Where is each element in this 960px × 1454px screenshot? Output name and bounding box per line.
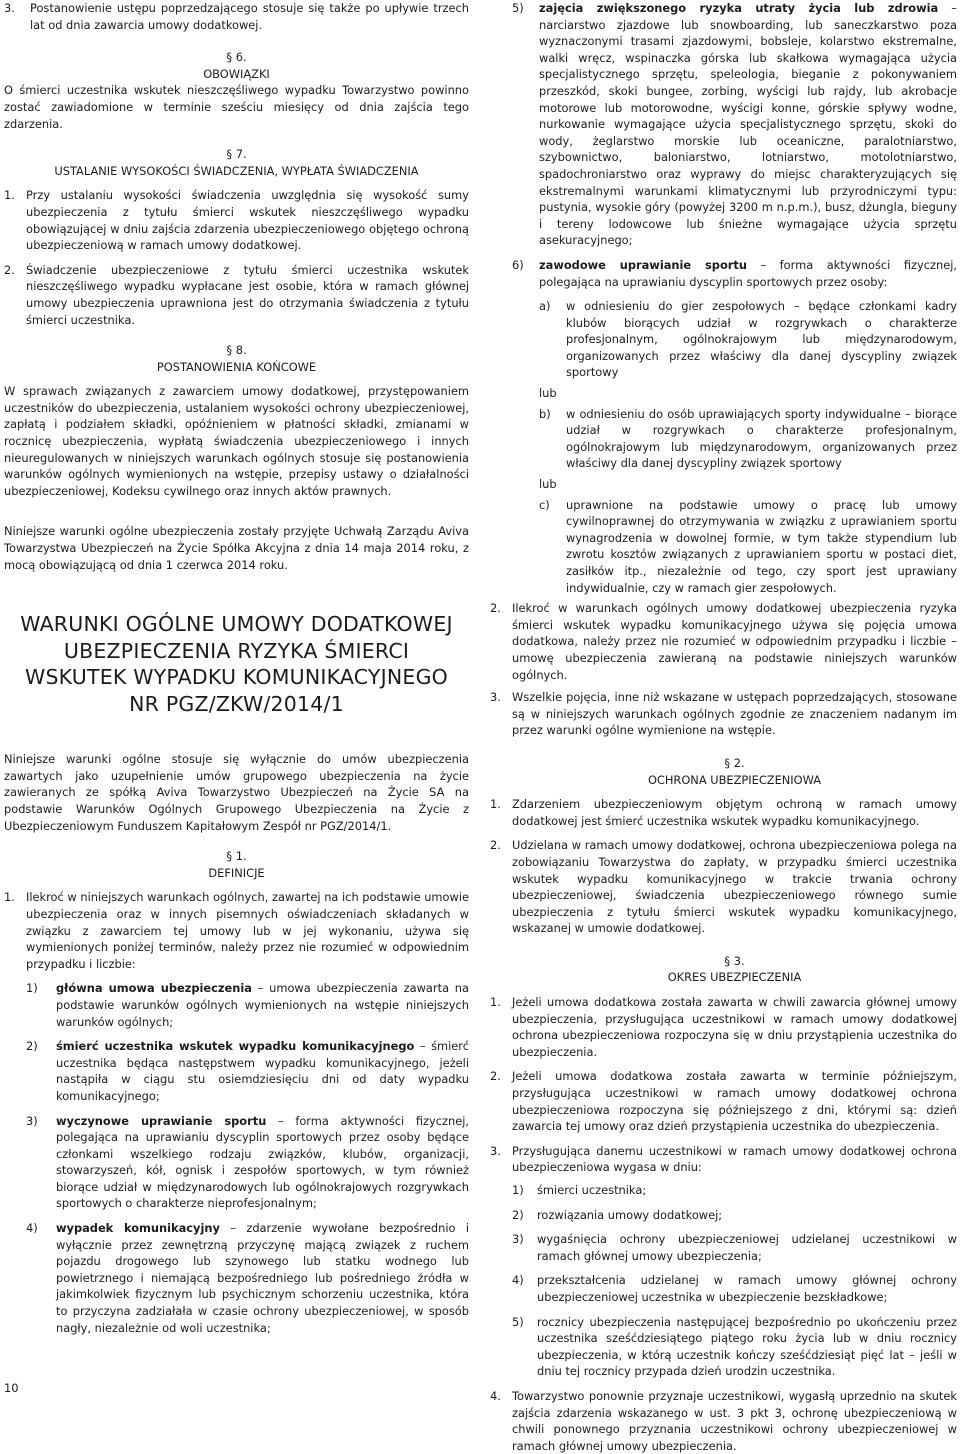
section-3-subitems: [512, 1182, 957, 1380]
page-number: 10: [4, 1381, 19, 1395]
adoption-note: Niniejsze warunki ogólne ubezpieczenia zostały przyjęte Uchwałą Zarządu Aviva Towarzystwa Ubezpieczeń na Życie Spółka Akcyjna z dnia 14 maja 2014 roku, z mocą obowiązującą od dnia 1 czerwca 2014 roku.: [4, 524, 469, 572]
definition-5: 5) zajęcia zwiększonego ryzyka utraty życia lub zdrowia – narciarstwo zjazdowe lub snowboarding, lub saneczkarstwo poza wyznaczonymi trasami zjazdowymi, bobsleje, kolarstwo ekstremalne, walki wręcz, wspinaczka górska lub skałkowa wymagająca użycia specjalistycznego sprzętu, speleologia, bieganie z pokonywaniem przeszkód, skoki bungee, zorbing, wyścigi lub rajdy, lub akrobacje motorowe lub motorowodne, wyścigi konne, górskie spływy wodne, nurkowanie wymagające użycia specjalistycznego sprzętu, skoki do wody, żeglarstwo morskie lub oceaniczne, paralotniarstwo, szybownictwo, baloniarstwo, lotniarstwo, motolotniarstwo, spadochroniarstwo oraz wyprawy do miejsc charakteryzujących się ekstremalnymi warunkami klimatycznymi lub przyrodniczymi typu: pustynia, wysokie góry (powyżej 3200 m n.p.m.), busz, dżungla, bieguny i tereny lodowcowe lub śnieżne wymagające użycia sprzętu asekuracyjnego;: [512, 1, 957, 248]
section-3-subitem-1: 1) śmierci uczestnika;: [512, 1183, 647, 1197]
section-1-item-1: 1. Ilekroć w niniejszych warunkach ogólnych, zawartej na ich podstawie umowie ubezpieczenia oraz w innych pisemnych oświadczeniach składanych w związku z zawarciem tej umowy lub w jej wykonaniu, używa się wymienionych poniżej terminów, należy przez nie rozumieć w odpowiednim przypadku i liczbie:: [4, 890, 469, 971]
section-2-item-2: 2. Udzielana w ramach umowy dodatkowej, ochrona ubezpieczeniowa polega na zobowiązaniu Towarzystwa do zapłaty, w przypadku śmierci uczestnika wskutek wypadku komunikacyjnego w trakcie trwania ochrony ubezpieczeniowej, świadczenia ubezpieczeniowego równego sumie ubezpieczenia z tytułu śmierci wskutek wypadku komunikacyjnego, wskazanej w umowie dodatkowej.: [490, 838, 957, 936]
definition-6-items: [512, 298, 957, 596]
section-8-text: W sprawach związanych z zawarciem umowy dodatkowej, przystępowaniem uczestników do ubezpieczenia, ustalaniem wysokości ochrony ubezpieczeniowej, zapłatą i podziałem składki, opóźnieniem w płatności składki, zmianami w rocznicę ubezpieczenia, wypłatą świadczenia ubezpieczeniowego i innych nieuregulowanych w niniejszych warunkach ogólnych stosuje się postanowienia warunków ogólnych wymienionych na wstępie, przepisy ustawy o działalności ubezpieczeniowej, Kodeksu cywilnego oraz innych aktów prawnych.: [4, 384, 469, 498]
section-3-item-4: 4. Towarzystwo ponownie przyznaje uczestnikowi, wygasłą uprzednio na skutek zajścia zdarzenia wskazanego w ust. 3 pkt 3, ochronę ubezpieczeniową w chwili ponownego przyznania uczestnikowi ochrony ubezpieczeniowej w ramach głównej umowy ubezpieczenia.: [490, 1388, 957, 1453]
paragraph-3: 3. Postanowienie ustępu poprzedzającego stosuje się także po upływie trzech lat od dnia zawarcia umowy dodatkowej.: [4, 1, 469, 32]
definition-6-item-c: c) uprawnione na podstawie umowy o pracę lub umowy cywilnoprawnej do otrzymywania w związku z uprawianiem sportu wynagrodzenia w dowolnej formie, w tym także stypendium lub zwrotu kosztów związanych z uprawianiem sportu w postaci diet, zasiłków itp., niezależnie od tego, czy sport jest uprawiany indywidualnie, czy w ramach gier zespołowych.: [539, 497, 957, 595]
section-3-item-2: 2. Jeżeli umowa dodatkowa została zawarta w terminie późniejszym, przysługująca uczestnikowi w ramach umowy dodatkowej ochrona ubezpieczeniowa rozpoczyna się późniejszego z dni, którymi są: dzień zawarcia tej umowy oraz dzień przystąpienia uczestnika do ubezpieczenia.: [490, 1069, 957, 1134]
section-6-heading: § 6. OBOWIĄZKI: [203, 50, 270, 81]
section-3-subitem-5: 5) rocznicy ubezpieczenia następującej bezpośrednio po ukończeniu przez uczestnika sześćdziesiątego piątego roku życia lub w dniu rocznicy ubezpieczenia, w którą uczestnik kończy sześćdziesiąt pięć lat – jeśli w dniu tej rocznicy przypada dzień urodzin uczestnika.: [512, 1314, 957, 1379]
definition-1: 1) główna umowa ubezpieczenia – umowa ubezpieczenia zawarta na podstawie warunków ogólnych wymienionych na wstępie niniejszych warunków ogólnych;: [26, 981, 469, 1029]
section-7-item-2: 2. Świadczenie ubezpieczeniowe z tytułu śmierci uczestnika wskutek nieszczęśliwego wypadku wypłacane jest osobie, która w ramach głównej umowy ubezpieczenia uprawniona jest do otrzymania świadczenia z tytułu śmierci uczestnika.: [4, 262, 469, 327]
section-1-item-3: 3. Wszelkie pojęcia, inne niż wskazane w ustępach poprzedzających, stosowane są w niniejszych warunkach ogólnych zgodnie ze znaczeniem nadanym im przez warunki ogólne wymienione na wstępie.: [490, 690, 957, 738]
section-1-item-2: 2. Ilekroć w warunkach ogólnych umowy dodatkowej ubezpieczenia ryzyka śmierci wskutek wypadku komunikacyjnego używa się pojęcia umowa dodatkowa, należy przez nie rozumieć w odpowiednim przypadku i liczbie – umowę ubezpieczenia zawieraną na podstawie niniejszych warunków ogólnych.: [490, 601, 957, 682]
right-column: [490, 0, 957, 1454]
definition-6-item-b: b) w odniesieniu do osób uprawiających sporty indywidualne – biorące udział w rozgrywkach o charakterze profesjonalnym, ogólnokrajowym lub międzynarodowym, organizowanych przez właściwy dla danej dyscypliny związek sportowy: [539, 406, 957, 471]
or-word: lub: [539, 477, 557, 492]
definition-6-item-a: a) w odniesieniu do gier zespołowych – będące członkami kadry klubów biorących udział w rozgrywkach o charakterze profesjonalnym, ogólnokrajowym lub międzynarodowym, organizowanych przez właściwy dla danej dyscypliny związek sportowy: [539, 299, 957, 380]
section-2-heading: § 2. OCHRONA UBEZPIECZENIOWA: [647, 755, 822, 787]
section-2-item-1: 1. Zdarzeniem ubezpieczeniowym objętym ochroną w ramach umowy dodatkowej jest śmierć uczestnika wskutek wypadku komunikacyjnego.: [490, 797, 957, 828]
section-7-heading: § 7. USTALANIE WYSOKOŚCI ŚWIADCZENIA, WYPŁATA ŚWIADCZENIA: [54, 147, 419, 178]
definition-2: 2) śmierć uczestnika wskutek wypadku komunikacyjnego – śmierć uczestnika będąca następstwem wypadku komunikacyjnego, jeżeli nastąpiła w ciągu stu osiemdziesięciu dni od daty wypadku komunikacyjnego;: [26, 1039, 469, 1103]
section-6-text: O śmierci uczestnika wskutek nieszczęśliwego wypadku Towarzystwo powinno zostać zawiadomione w terminie sześciu miesięcy od dnia zajścia tego zdarzenia.: [4, 83, 469, 131]
left-column: [4, 0, 469, 1336]
definition-4: 4) wypadek komunikacyjny – zdarzenie wywołane bezpośrednio i wyłącznie przez zewnętrzną przyczynę mającą związek z ruchem pojazdu drogowego lub szynowego lub statku wodnego lub powietrznego i niemającą bezpośredniego lub pośredniego źródła w jakimkolwiek fizycznym lub psychicznym schorzeniu uczestnika, która to przyczyna zadziałała w czasie ochrony ubezpieczeniowej, w sposób nagły, niezależnie od woli uczestnika;: [26, 1221, 469, 1335]
section-8-heading: § 8. POSTANOWIENIA KOŃCOWE: [156, 343, 317, 374]
intro-text: Niniejsze warunki ogólne stosuje się wyłącznie do umów ubezpieczenia zawartych jako uzupełnienie umów grupowego ubezpieczenia na życie zawieranych ze spółką Aviva Towarzystwo Ubezpieczeń na Życie SA na podstawie Warunków Ogólnych Grupowego Ubezpieczenia na Życie z Ubezpieczeniowym Funduszem Kapitałowym Zespół nr PGZ/2014/1.: [4, 752, 469, 833]
definition-3: 3) wyczynowe uprawianie sportu – forma aktywności fizycznej, polegająca na uprawianiu dyscyplin sportowych przez osoby będące członkami wszelkiego rodzaju związków, klubów, organizacji, stowarzyszeń, kół, ognisk i zespołów sportowych, w tym również biorące udział w międzynarodowych lub ogólnokrajowych rozgrywkach sportowych o charakterze nieprofesjonalnym;: [26, 1113, 469, 1211]
definition-6: 6) zawodowe uprawianie sportu – forma aktywności fizycznej, polegająca na uprawianiu dyscyplin sportowych przez osoby:: [512, 257, 957, 289]
document-title: WARUNKI OGÓLNE UMOWY DODATKOWEJ UBEZPIECZENIA RYZYKA ŚMIERCI WSKUTEK WYPADKU KOMUNIKACYJNEGO NR PGZ/ZKW/2014/1: [20, 612, 453, 716]
section-1-heading: § 1. DEFINICJE: [208, 849, 265, 880]
or-word: lub: [539, 386, 557, 401]
section-3-subitem-3: 3) wygaśnięcia ochrony ubezpieczeniowej udzielanej uczestnikowi w ramach głównej umowy ubezpieczenia;: [512, 1232, 957, 1263]
section-7-item-1: 1. Przy ustalaniu wysokości świadczenia uwzględnia się wysokość sumy ubezpieczenia z tytułu śmierci wskutek nieszczęśliwego wypadku obowiązującej w dniu zajścia zdarzenia ubezpieczeniowego objętego ochroną ubezpieczeniową w ramach umowy dodatkowej.: [4, 188, 469, 253]
section-3-item-1: 1. Jeżeli umowa dodatkowa została zawarta w chwili zawarcia głównej umowy ubezpieczenia, przysługująca uczestnikowi w ramach umowy dodatkowej ochrona ubezpieczeniowa rozpoczyna się w dniu przystąpienia uczestnika do ubezpieczenia.: [490, 995, 957, 1059]
section-3-subitem-2: 2) rozwiązania umowy dodatkowej;: [512, 1207, 723, 1222]
section-3-heading: § 3. OKRES UBEZPIECZENIA: [667, 953, 802, 985]
section-3-item-3: 3. Przysługująca danemu uczestnikowi w ramach umowy dodatkowej ochrona ubezpieczeniowa wygasa w dniu:: [490, 1143, 957, 1175]
section-3-subitem-4: 4) przekształcenia udzielanej w ramach umowy głównej ochrony ubezpieczeniowej uczestnika w ubezpieczenie bezskładkowe;: [512, 1273, 957, 1304]
